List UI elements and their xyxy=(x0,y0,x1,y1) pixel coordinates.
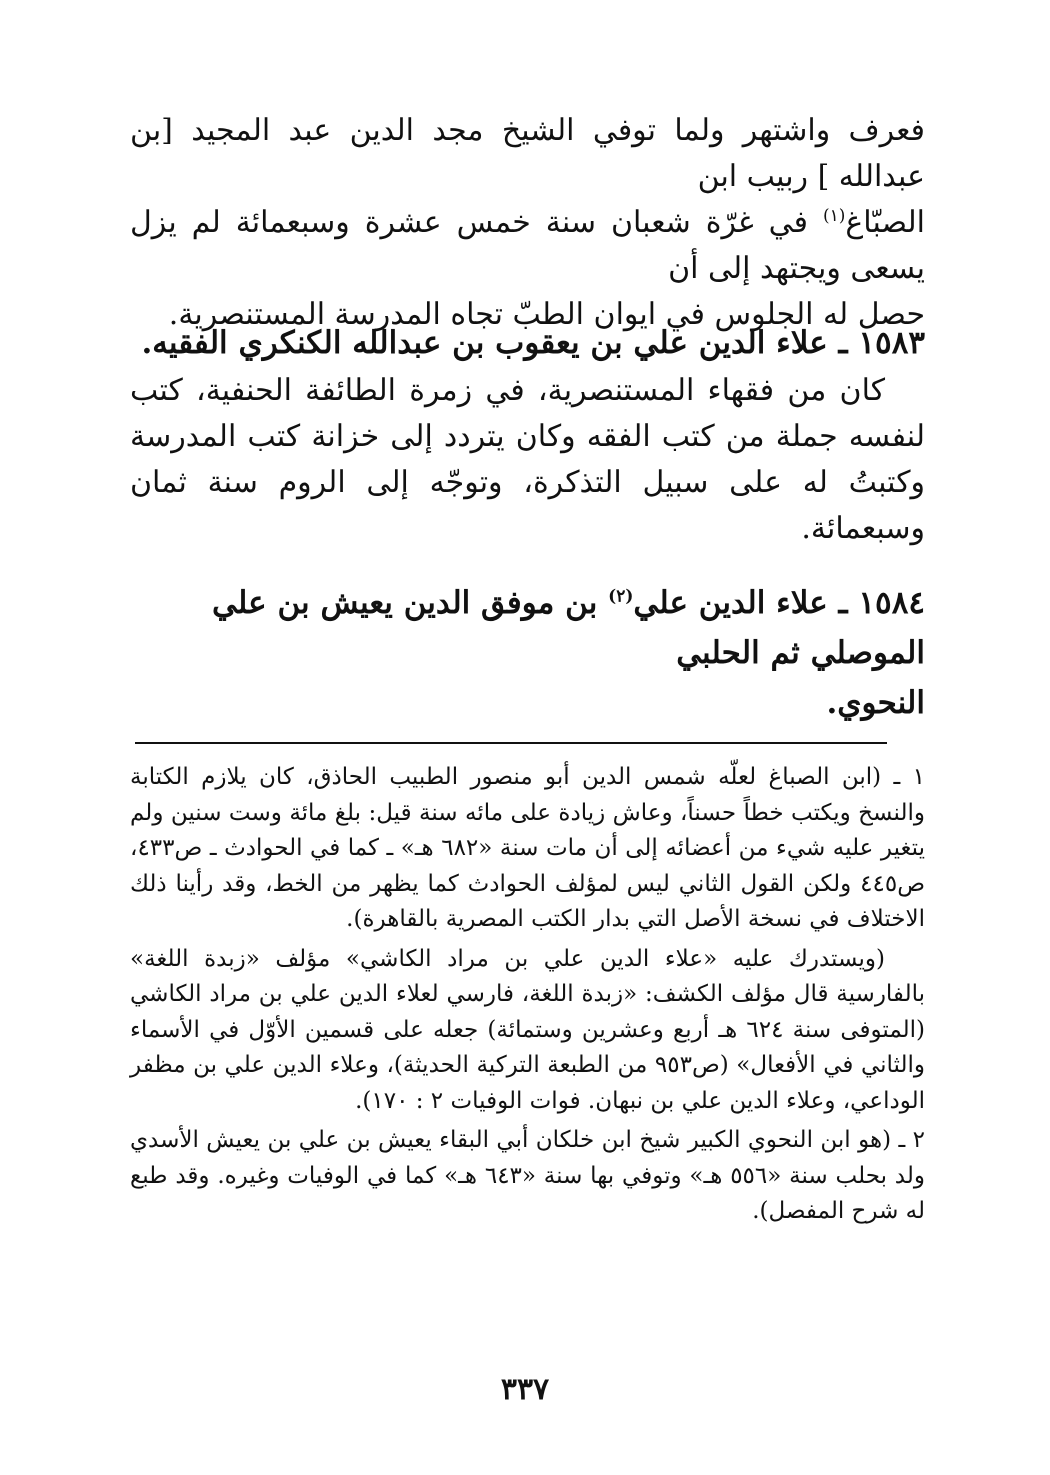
entry-1583-body-wrap xyxy=(130,368,925,552)
entry-1584 xyxy=(130,578,925,728)
footnote-1-addendum: (ويستدرك عليه «علاء الدين علي بن مراد الكاشي» مؤلف «زبدة اللغة» بالفارسية قال مؤلف الكشف: «زبدة اللغة، فارسي لعلاء الدين علي بن مراد الكاشي (المتوفى سنة ٦٢٤ هـ أربع وعشرين وستمائة) جعله على قسمين الأوّل في الأسماء والثاني في الأفعال» (ص٩٥٣ من الطبعة التركية الحديثة)، وعلاء الدين علي بن مظفر الوداعي، وعلاء الدين علي بن نبهان. فوات الوفيات ٢ : ١٧٠). xyxy=(130,945,925,1114)
entry-1583-body: كان من فقهاء المستنصرية، في زمرة الطائفة الحنفية، كتب لنفسه جملة من كتب الفقه وكان يتردد إلى خزانة كتب المدرسة وكتبتُ له على سبيل التذكرة، وتوجّه إلى الروم سنة ثمان وسبعمائة. xyxy=(130,373,925,546)
footnote-divider xyxy=(135,742,887,744)
footnote-ref-2: (٢) xyxy=(608,586,634,607)
entry-1584-heading xyxy=(130,578,925,678)
entry-1584-heading-start: ١٥٨٤ ـ علاء الدين علي xyxy=(633,585,925,621)
footnote-2: ٢ ـ (هو ابن النحوي الكبير شيخ ابن خلكان أبي البقاء يعيش بن علي بن يعيش الأسدي ولد بحلب سنة «٥٥٦ هـ» وتوفي بها سنة «٦٤٣ هـ» كما في الوفيات وغيره. وقد طبع له شرح المفصل). xyxy=(130,1127,925,1224)
entry-1583 xyxy=(130,318,925,552)
entry-1584-heading-end: بن موفق الدين يعيش بن علي الموصلي ثم الحلبي xyxy=(212,585,925,671)
footnote-ref-1: (١) xyxy=(822,206,846,226)
page-number: ٣٣٧ xyxy=(500,1372,550,1407)
intro-paragraph xyxy=(130,108,925,338)
entry-1584-heading-line-2: النحوي. xyxy=(826,685,925,721)
intro-line-3: حصل له الجلوس في ايوان الطبّ تجاه المدرسة المستنصرية. xyxy=(168,297,925,332)
footnote-1: ١ ـ (ابن الصباغ لعلّه شمس الدين أبو منصور الطبيب الحاذق، كان يلازم الكتابة والنسخ ويكتب خطاً حسناً، وعاش زيادة على مائه سنة قيل: بلغ مائة وست سنين ولم يتغير عليه شيء من أعضائه إلى أن مات سنة «٦٨٢ هـ» ـ كما في الحوادث ـ ص٤٣٣، ص٤٤٥ ولكن القول الثاني ليس لمؤلف الحوادث كما يظهر من الخط، وقد رأينا ذلك الاختلاف في نسخة الأصل التي بدار الكتب المصرية بالقاهرة). xyxy=(130,764,925,932)
entry-1583-heading: ١٥٨٣ ـ علاء الدين علي بن يعقوب بن عبدالله الكنكري الفقيه. xyxy=(141,325,925,361)
intro-line-2-end: في غرّة شعبان سنة خمس عشرة وسبعمائة لم يزل يسعى ويجتهد إلى أن xyxy=(130,205,925,286)
footnotes xyxy=(130,760,925,1230)
intro-line-2 xyxy=(130,200,925,292)
intro-line-2-start: الصبّاغ xyxy=(845,205,925,240)
intro-line-1: فعرف واشتهر ولما توفي الشيخ مجد الدين عبد المجيد [بن عبدالله ] ربيب ابن xyxy=(130,113,925,194)
